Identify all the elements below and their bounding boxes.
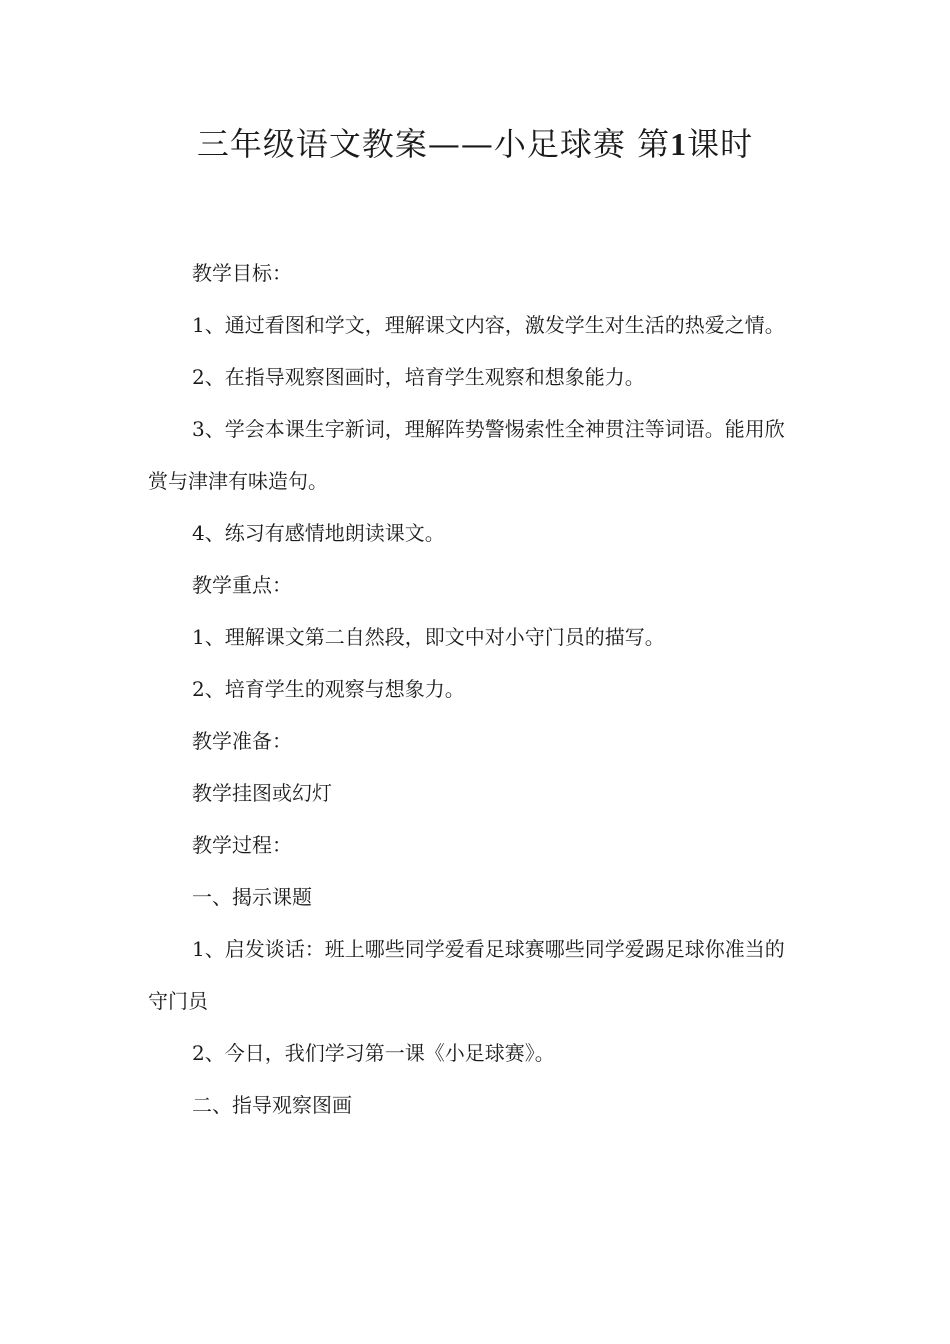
section-2-heading: 二、指导观察图画 <box>192 1093 352 1117</box>
process-item-1: 1、启发谈话：班上哪些同学爱看足球赛哪些同学爱踢足球你准当的守门员 <box>148 937 785 1013</box>
heading-teaching-preparation: 教学准备： <box>192 729 292 753</box>
focus-item-1: 1、理解课文第二自然段，即文中对小守门员的描写。 <box>192 625 665 649</box>
goal-item-2: 2、在指导观察图画时，培育学生观察和想象能力。 <box>192 365 645 389</box>
preparation-text: 教学挂图或幻灯 <box>192 781 332 805</box>
section-1-heading: 一、揭示课题 <box>192 885 312 909</box>
focus-item-2: 2、培育学生的观察与想象力。 <box>192 677 465 701</box>
goal-item-3: 3、学会本课生字新词，理解阵势警惕索性全神贯注等词语。能用欣赏与津津有味造句。 <box>148 417 785 493</box>
title-main: 三年级语文教案——小足球赛 第 <box>196 125 671 163</box>
document-body <box>148 247 788 1131</box>
heading-teaching-focus: 教学重点： <box>192 573 292 597</box>
document-title <box>0 122 950 166</box>
heading-teaching-goals: 教学目标： <box>192 261 292 285</box>
goal-item-4: 4、练习有感情地朗读课文。 <box>192 521 445 545</box>
goal-item-1: 1、通过看图和学文，理解课文内容，激发学生对生活的热爱之情。 <box>192 313 785 337</box>
title-suffix: 课时 <box>687 125 754 163</box>
heading-teaching-process: 教学过程： <box>192 833 292 857</box>
title-lesson-number: 1 <box>670 126 688 162</box>
process-item-2: 2、今日，我们学习第一课《小足球赛》。 <box>192 1041 555 1065</box>
